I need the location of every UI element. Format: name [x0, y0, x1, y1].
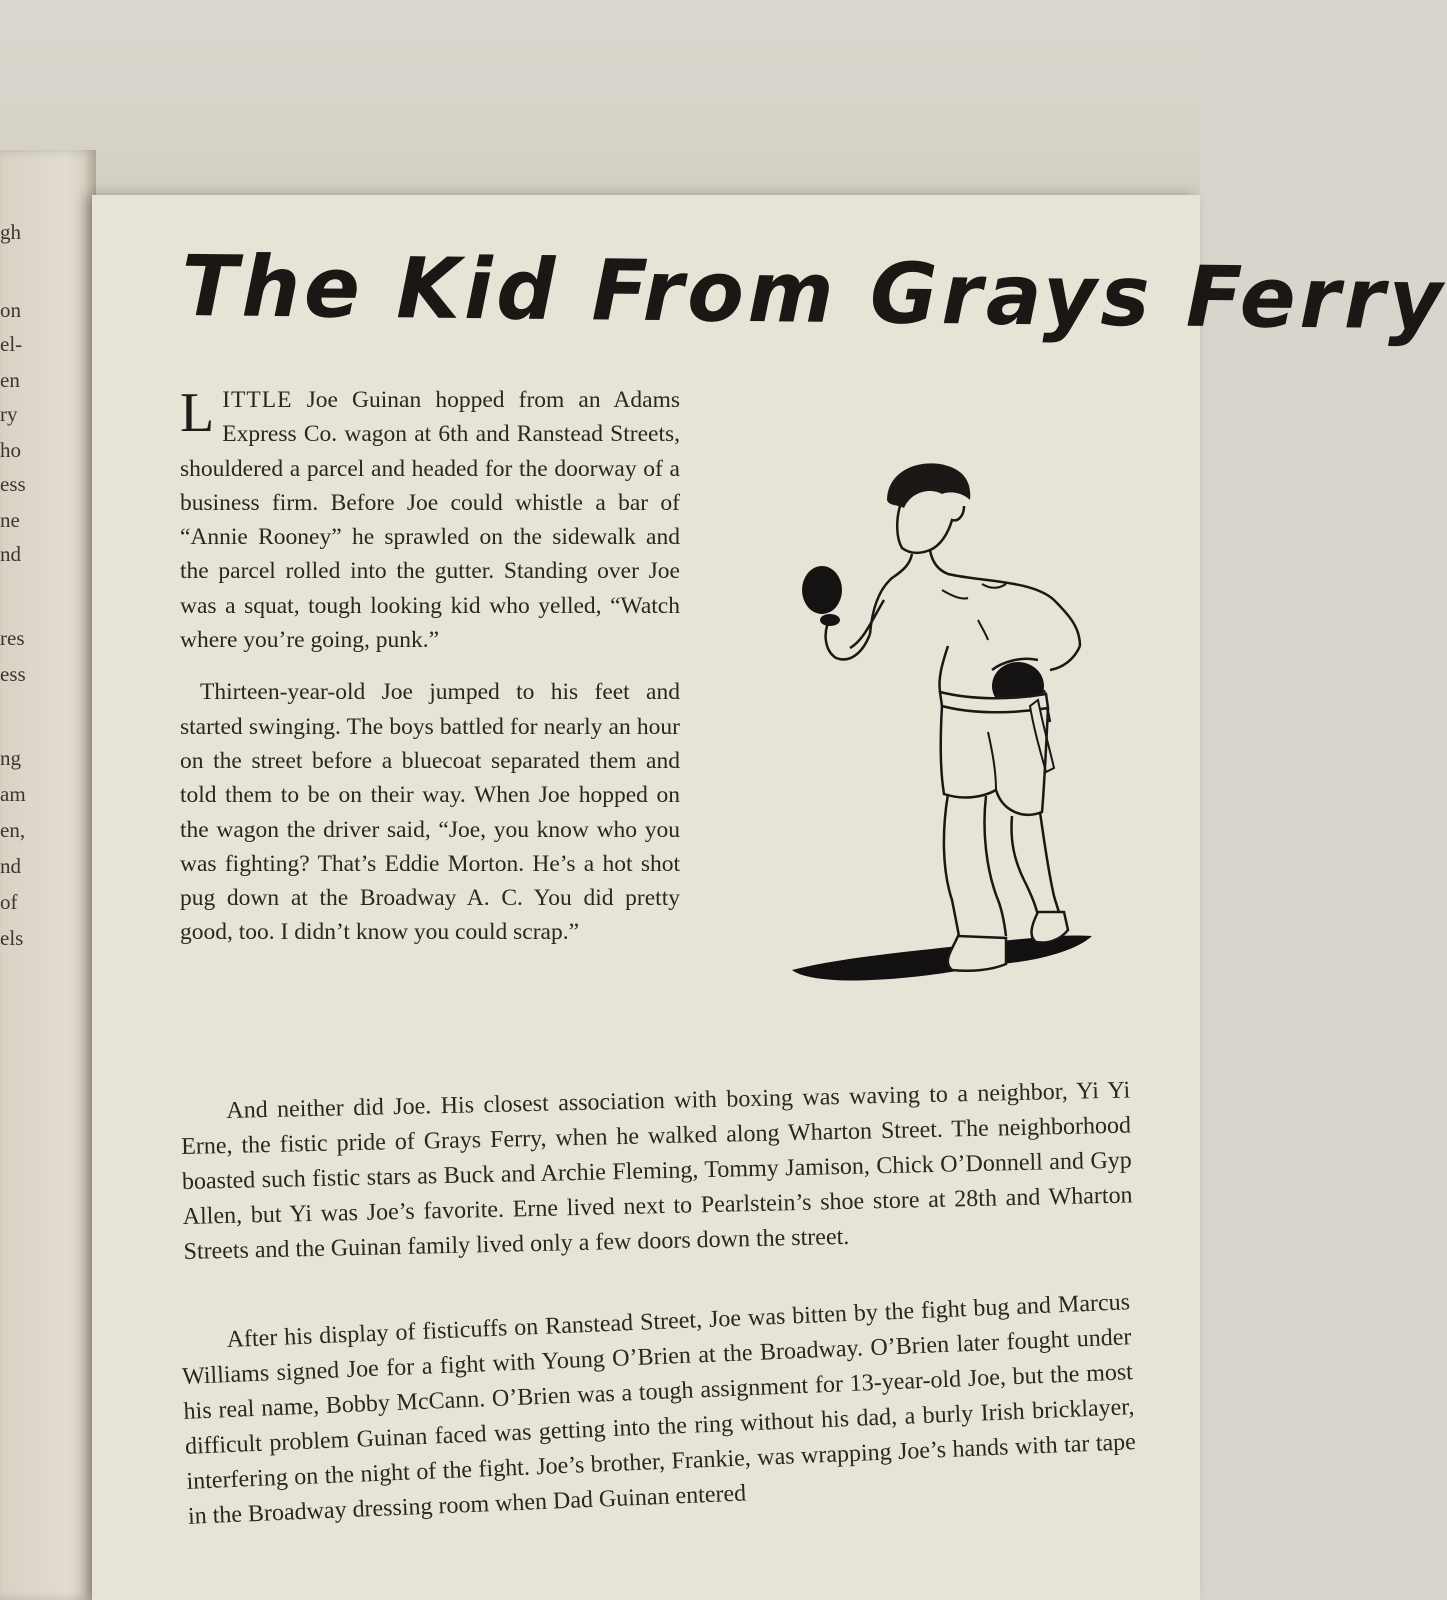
paragraph-1 [180, 383, 680, 657]
paragraph-4 [180, 1285, 1138, 1535]
left-page-fragment: ry [0, 402, 18, 426]
left-page-fragment: nd [0, 854, 21, 878]
left-page-fragment: ess [0, 472, 26, 496]
paragraph-2: Thirteen-year-old Joe jumped to his feet and started swinging. The boys battled for nearly an hour on the street before a bluecoat separated them and told them to be on their way. When Joe hopped on the wagon the driver said, “Joe, you know who you was fighting? That’s Eddie Morton. He’s a hot shot pug down at the Broadway A. C. You did pretty good, too. I didn’t know you could scrap.” [180, 679, 680, 946]
left-page-fragment: ne [0, 508, 20, 532]
lead-in: ITTLE [222, 387, 293, 413]
left-page-fragment: on [0, 298, 21, 322]
left-page-edge [0, 150, 96, 1600]
article-title: The Kid From Grays Ferry [180, 237, 1447, 349]
left-page-fragment: el- [0, 332, 23, 356]
paragraph-3-text: And neither did Joe. His closest association with boxing was waving to a neighbor, Yi Yi Erne, the fistic pride of Grays Ferry, when he walked along Wharton Street. The neighborhood boasted such fistic stars as Buck and Archie Fleming, Tommy Jamison, Chick O’Donnell and Gyp Allen, but Yi was Joe’s favorite. Erne lived next to Pearlstein’s shoe store at 28th and Wharton Streets and the Guinan family lived only a few doors down the street. [180, 1077, 1133, 1265]
left-page-fragment: ho [0, 438, 21, 462]
left-page-fragment: res [0, 626, 25, 650]
left-page-fragment: els [0, 926, 24, 950]
left-page-fragment: en, [0, 818, 26, 842]
left-page-fragment: gh [0, 220, 21, 244]
left-page-fragment: en [0, 368, 20, 392]
left-page-fragment: ng [0, 746, 21, 770]
article-column [180, 383, 680, 950]
paragraph-1-text: Joe Guinan hopped from an Adams Express Co. wagon at 6th and Ranstead Streets, shouldered a parcel and headed for the doorway of a business firm. Before Joe could whistle a bar of “Annie Rooney” he sprawled on the sidewalk and the parcel rolled into the gutter. Standing over Joe was a squat, tough looking kid who yelled, “Watch where you’re going, punk.” [180, 387, 680, 654]
boxer-illustration [792, 450, 1112, 1010]
left-page-fragment: nd [0, 542, 21, 566]
drop-cap: L [180, 382, 215, 444]
paragraph-3 [180, 1073, 1134, 1270]
left-page-fragment: am [0, 782, 26, 806]
article-page [92, 195, 1447, 1600]
left-page-fragment: ess [0, 662, 26, 686]
paragraph-4-text: After his display of fisticuffs on Ranstead Street, Joe was bitten by the fight bug and Marcus Williams signed Joe for a fight with Young O’Brien at the Broadway. O’Brien later fought under his real name, Bobby McCann. O’Brien was a tough assignment for 13-year-old Joe, but the most difficult problem Guinan faced was getting into the ring without his dad, a burly Irish bricklayer, interfering on the night of the fight. Joe’s brother, Frankie, was wrapping Joe’s hands with tar tape in the Broadway dressing room when Dad Guinan entered [181, 1289, 1137, 1530]
left-page-fragment: of [0, 890, 18, 914]
